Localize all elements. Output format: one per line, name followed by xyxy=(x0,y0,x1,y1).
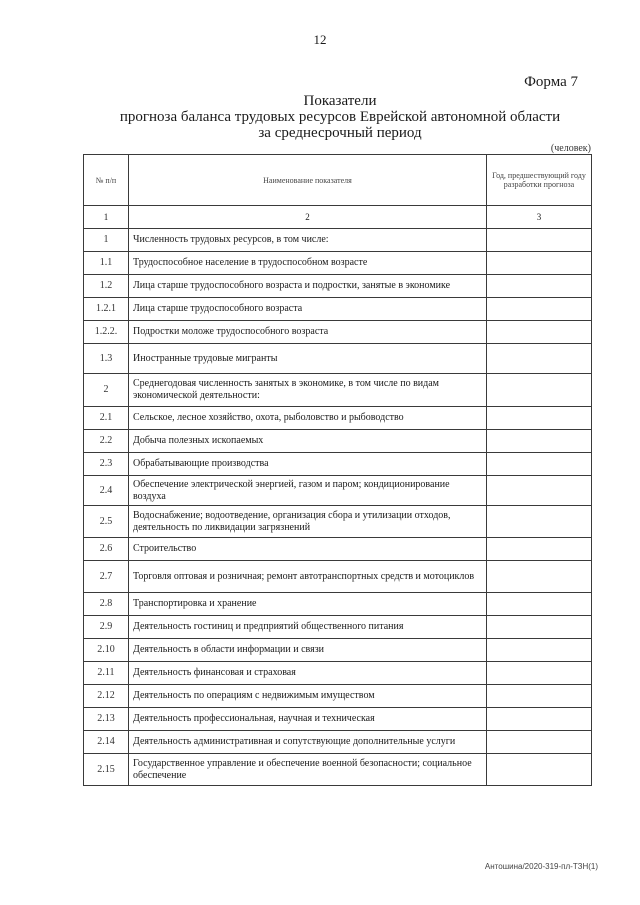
column-numbers-row xyxy=(84,206,592,229)
prev-year-value-cell xyxy=(487,708,592,731)
table-row xyxy=(84,407,592,430)
indicator-name: Деятельность профессиональная, научная и техническая xyxy=(129,708,487,731)
prev-year-value-cell xyxy=(487,430,592,453)
title-line-1: Показатели xyxy=(303,93,377,109)
indicator-name: Сельское, лесное хозяйство, охота, рыболовство и рыбоводство xyxy=(129,407,487,430)
indicator-name: Государственное управление и обеспечение военной безопасности; социальное обеспечение xyxy=(129,754,487,786)
header-name: Наименование показателя xyxy=(129,155,487,206)
prev-year-value-cell xyxy=(487,344,592,374)
row-number: 2.8 xyxy=(84,593,129,616)
header-num: № п/п xyxy=(84,155,129,206)
table-row xyxy=(84,593,592,616)
prev-year-value-cell xyxy=(487,685,592,708)
document-title xyxy=(60,93,620,141)
prev-year-value-cell xyxy=(487,252,592,275)
table-row xyxy=(84,321,592,344)
indicator-name: Подростки моложе трудоспособного возраста xyxy=(129,321,487,344)
unit-label: (человек) xyxy=(550,143,591,154)
table-row xyxy=(84,616,592,639)
header-prev-year: Год, предшествующий году разработки прогноза xyxy=(487,155,592,206)
indicator-name: Деятельность гостиниц и предприятий общественного питания xyxy=(129,616,487,639)
table-row xyxy=(84,639,592,662)
column-number: 3 xyxy=(487,206,592,229)
table-row xyxy=(84,476,592,506)
table-row xyxy=(84,754,592,786)
row-number: 2.15 xyxy=(84,754,129,786)
column-number: 2 xyxy=(129,206,487,229)
indicator-name: Численность трудовых ресурсов, в том числе: xyxy=(129,229,487,252)
row-number: 2.6 xyxy=(84,538,129,561)
indicator-name: Торговля оптовая и розничная; ремонт автотранспортных средств и мотоциклов xyxy=(129,561,487,593)
table-row xyxy=(84,229,592,252)
header-row xyxy=(84,155,592,206)
prev-year-value-cell xyxy=(487,407,592,430)
prev-year-value-cell xyxy=(487,731,592,754)
row-number: 2.3 xyxy=(84,453,129,476)
row-number: 2.5 xyxy=(84,506,129,538)
row-number: 1.2 xyxy=(84,275,129,298)
indicator-name: Иностранные трудовые мигранты xyxy=(129,344,487,374)
indicator-name: Лица старше трудоспособного возраста xyxy=(129,298,487,321)
prev-year-value-cell xyxy=(487,453,592,476)
row-number: 2 xyxy=(84,374,129,407)
row-number: 1.1 xyxy=(84,252,129,275)
indicator-name: Лица старше трудоспособного возраста и подростки, занятые в экономике xyxy=(129,275,487,298)
indicator-name: Деятельность по операциям с недвижимым имуществом xyxy=(129,685,487,708)
prev-year-value-cell xyxy=(487,298,592,321)
row-number: 2.1 xyxy=(84,407,129,430)
prev-year-value-cell xyxy=(487,476,592,506)
indicators-table xyxy=(83,154,592,786)
row-number: 2.10 xyxy=(84,639,129,662)
indicator-name: Среднегодовая численность занятых в экономике, в том числе по видам экономической деятельности: xyxy=(129,374,487,407)
table-row xyxy=(84,252,592,275)
row-number: 2.11 xyxy=(84,662,129,685)
indicator-name: Обрабатывающие производства xyxy=(129,453,487,476)
indicator-name: Деятельность в области информации и связи xyxy=(129,639,487,662)
prev-year-value-cell xyxy=(487,754,592,786)
row-number: 1.2.2. xyxy=(84,321,129,344)
table-row xyxy=(84,506,592,538)
table-row xyxy=(84,453,592,476)
table-body xyxy=(84,229,592,786)
indicator-name: Добыча полезных ископаемых xyxy=(129,430,487,453)
prev-year-value-cell xyxy=(487,561,592,593)
table-row xyxy=(84,538,592,561)
prev-year-value-cell xyxy=(487,593,592,616)
row-number: 1.3 xyxy=(84,344,129,374)
title-line-3: за среднесрочный период xyxy=(258,125,422,141)
title-line-2: прогноза баланса трудовых ресурсов Еврейской автономной области xyxy=(119,109,561,125)
table-row xyxy=(84,708,592,731)
table-row xyxy=(84,662,592,685)
form-label: Форма 7 xyxy=(524,74,578,90)
prev-year-value-cell xyxy=(487,229,592,252)
prev-year-value-cell xyxy=(487,639,592,662)
row-number: 2.2 xyxy=(84,430,129,453)
prev-year-value-cell xyxy=(487,538,592,561)
prev-year-value-cell xyxy=(487,662,592,685)
prev-year-value-cell xyxy=(487,506,592,538)
indicator-name: Строительство xyxy=(129,538,487,561)
row-number: 2.4 xyxy=(84,476,129,506)
row-number: 1 xyxy=(84,229,129,252)
prev-year-value-cell xyxy=(487,374,592,407)
prev-year-value-cell xyxy=(487,321,592,344)
table-row xyxy=(84,275,592,298)
footer-code: Антошина/2020-319-пл-ТЗН(1) xyxy=(484,862,598,871)
table-row xyxy=(84,731,592,754)
row-number: 2.12 xyxy=(84,685,129,708)
table-row xyxy=(84,374,592,407)
page-number: 12 xyxy=(313,32,327,47)
table-row xyxy=(84,344,592,374)
indicator-name: Деятельность финансовая и страховая xyxy=(129,662,487,685)
row-number: 2.14 xyxy=(84,731,129,754)
indicator-name: Водоснабжение; водоотведение, организация сбора и утилизации отходов, деятельность по ликвидации загрязнений xyxy=(129,506,487,538)
indicator-name: Трудоспособное население в трудоспособном возрасте xyxy=(129,252,487,275)
table-row xyxy=(84,561,592,593)
table-row xyxy=(84,298,592,321)
column-number: 1 xyxy=(84,206,129,229)
indicator-name: Обеспечение электрической энергией, газом и паром; кондиционирование воздуха xyxy=(129,476,487,506)
indicator-name: Транспортировка и хранение xyxy=(129,593,487,616)
row-number: 2.13 xyxy=(84,708,129,731)
row-number: 2.9 xyxy=(84,616,129,639)
row-number: 1.2.1 xyxy=(84,298,129,321)
table-row xyxy=(84,430,592,453)
table-row xyxy=(84,685,592,708)
indicator-name: Деятельность административная и сопутствующие дополнительные услуги xyxy=(129,731,487,754)
prev-year-value-cell xyxy=(487,275,592,298)
row-number: 2.7 xyxy=(84,561,129,593)
prev-year-value-cell xyxy=(487,616,592,639)
